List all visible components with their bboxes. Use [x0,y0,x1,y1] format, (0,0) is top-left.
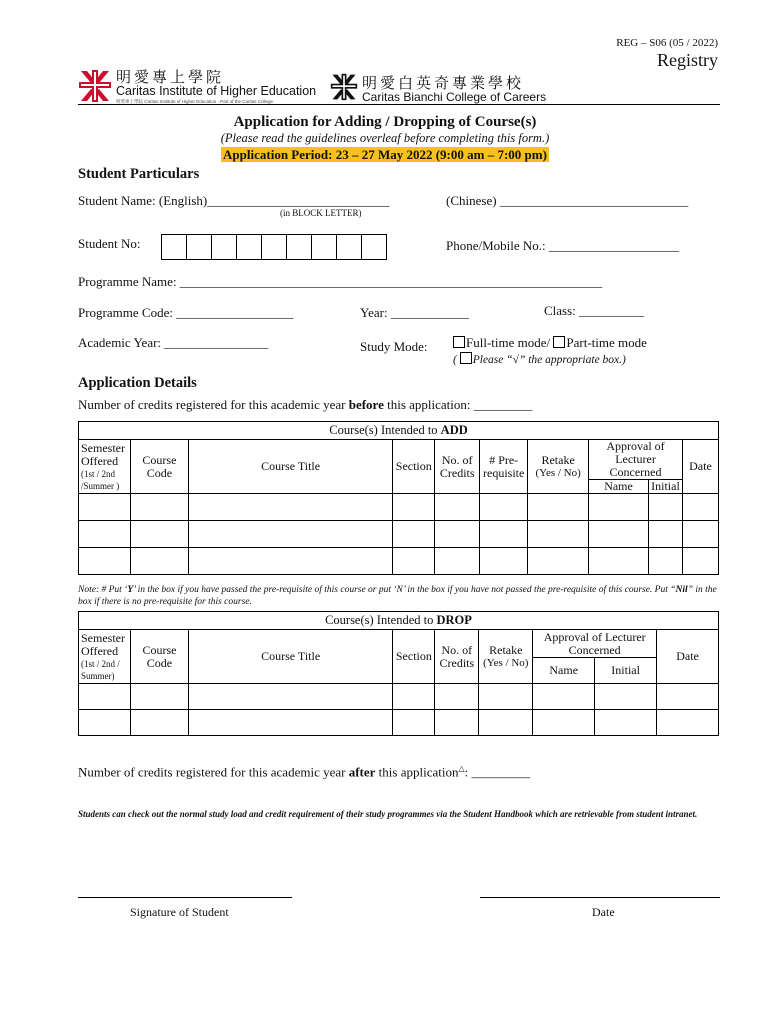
add-course-row [79,521,719,548]
table-cell[interactable] [682,494,718,521]
application-period [0,146,770,164]
table-cell[interactable] [528,548,589,575]
study-load-note: Students can check out the normal study load and credit requirement of their study programmes via the Student Handbook which are retrievable from student intranet. [78,809,698,819]
application-period-text: Application Period: 23 – 27 May 2022 (9:00 am – 7:00 pm) [223,147,547,162]
credits-after-keyword: after [348,764,376,780]
cbcc-english-name: Caritas Bianchi College of Careers [362,90,547,104]
table-cell[interactable] [188,548,392,575]
prerequisite-header: # Pre-requisite [480,440,528,494]
note-text: ’ in the box if you have passed the pre-requisite of this course or put ‘N’ in the box if you have not passed the pre-requisite of this course. Put “ [133,585,676,595]
credits-after-blank: : _________ [464,764,530,780]
add-courses-table [78,421,719,575]
student-name-chinese-field[interactable]: (Chinese) _____________________________ [446,193,689,208]
table-cell[interactable] [393,684,435,710]
table-cell[interactable] [533,710,595,736]
credits-after-field[interactable] [78,764,530,780]
table-cell[interactable] [435,684,479,710]
table-cell[interactable] [648,548,682,575]
table-cell[interactable] [648,494,682,521]
course-title-header: Course Title [188,440,392,494]
table-cell[interactable] [188,684,392,710]
cbcc-logo [330,72,590,108]
caritas-logo-icon [330,72,358,102]
table-cell[interactable] [657,684,719,710]
course-code-header: Course Code [130,440,188,494]
table-cell[interactable] [479,710,533,736]
table-cell[interactable] [589,521,649,548]
table-cell[interactable] [130,684,188,710]
table-cell[interactable] [528,521,589,548]
approval-header: Approval of Lecturer Concerned [533,630,657,658]
table-cell[interactable] [657,710,719,736]
table-cell[interactable] [130,521,188,548]
full-time-checkbox[interactable] [453,336,465,348]
retake-header [479,630,533,684]
semester-header-text: Semester Offered [81,630,125,658]
table-cell[interactable] [480,521,528,548]
triangle-mark: △ [458,764,465,773]
table-cell[interactable] [79,494,131,521]
approval-name-header: Name [533,658,595,684]
table-cell[interactable] [589,548,649,575]
section-header: Section [393,440,435,494]
drop-courses-table [78,611,719,736]
table-cell[interactable] [528,494,589,521]
student-no-digit-box[interactable] [261,234,287,260]
note-text: Note: # Put ‘ [78,585,128,595]
study-mode-instruction [453,352,626,366]
retake-header-sub: (Yes / No) [483,657,529,669]
table-cell[interactable] [595,710,657,736]
drop-course-row [79,710,719,736]
student-signature-line[interactable] [78,897,292,899]
table-cell[interactable] [188,521,392,548]
study-mode-label: Study Mode: [360,339,428,354]
table-cell[interactable] [435,548,480,575]
caption-text: Course(s) Intended to [325,613,437,627]
add-course-row [79,494,719,521]
table-cell[interactable] [393,710,435,736]
study-mode-options [453,335,647,351]
instruction-text: Please “√” the appropriate box.) [472,354,626,366]
office-name: Registry [657,50,718,70]
table-cell[interactable] [79,684,131,710]
date-header: Date [657,630,719,684]
approval-header: Approval of Lecturer Concerned [589,440,683,480]
prerequisite-note [78,584,718,608]
instruction-paren: ( [453,354,460,366]
table-cell[interactable] [393,494,435,521]
semester-header-sub: (1st / 2nd /Summer ) [81,468,120,491]
approval-initial-header: Initial [595,658,657,684]
student-no-digit-box[interactable] [336,234,362,260]
table-cell[interactable] [130,494,188,521]
phone-field[interactable]: Phone/Mobile No.: ____________________ [446,238,679,253]
course-code-header: Course Code [130,630,188,684]
student-no-digit-box[interactable] [236,234,262,260]
table-cell[interactable] [188,494,392,521]
retake-header-sub: (Yes / No) [535,467,581,479]
table-cell[interactable] [648,521,682,548]
programme-name-field[interactable]: Programme Name: _________________________________________________________________ [78,274,603,289]
table-cell[interactable] [435,521,480,548]
semester-header [79,630,131,684]
drop-course-row [79,684,719,710]
student-no-digit-box[interactable] [211,234,237,260]
checkbox-sample-icon [460,352,472,364]
student-no-digit-box[interactable] [186,234,212,260]
caritas-logo-icon [78,68,112,104]
table-cell[interactable] [682,548,718,575]
student-no-digit-box[interactable] [361,234,387,260]
cihe-chinese-name: 明愛專上學院 [116,68,225,86]
credits-before-field[interactable] [78,397,532,413]
section-header: Section [393,630,435,684]
block-letter-note: (in BLOCK LETTER) [280,208,362,218]
table-cell[interactable] [130,548,188,575]
table-cell[interactable] [480,548,528,575]
credits-before-blank: this application: _________ [383,397,533,412]
table-cell[interactable] [79,710,131,736]
credits-header: No. of Credits [435,440,480,494]
academic-year-field[interactable]: Academic Year: ________________ [78,335,269,350]
table-cell[interactable] [595,684,657,710]
form-code: REG – S06 (05 / 2022) [616,37,718,49]
table-cell[interactable] [393,521,435,548]
approval-initial-header: Initial [648,480,682,494]
caption-text: Course(s) Intended to [329,423,441,437]
semester-header [79,440,131,494]
table-cell[interactable] [130,710,188,736]
table-cell[interactable] [480,494,528,521]
part-time-checkbox[interactable] [553,336,565,348]
course-title-header: Course Title [188,630,392,684]
student-no-boxes[interactable] [162,234,387,260]
note-nil: Nil [675,585,688,595]
credits-before-keyword: before [348,397,384,412]
table-cell[interactable] [589,494,649,521]
date-signature-line[interactable] [480,897,720,899]
retake-header [528,440,589,494]
note-text: ” in the box if there is no pre-requisite for this course. [78,585,717,607]
cihe-tagline: 明愛專上學院 Caritas Institute of Higher Education · Part of the Caritas College [116,99,274,104]
table-cell[interactable] [188,710,392,736]
cihe-logo [78,66,318,108]
approval-name-header: Name [589,480,649,494]
student-no-digit-box[interactable] [311,234,337,260]
form-subtitle: (Please read the guidelines overleaf before completing this form.) [220,131,550,145]
semester-header-text: Semester Offered [81,440,125,468]
semester-header-sub: (1st / 2nd / Summer) [81,658,120,681]
retake-header-text: Retake [541,453,575,467]
table-cell[interactable] [79,521,131,548]
class-field[interactable]: Class: __________ [544,303,645,318]
year-field[interactable]: Year: ____________ [360,305,469,320]
part-time-label: Part-time mode [566,335,647,350]
student-no-digit-box[interactable] [161,234,187,260]
date-header: Date [682,440,718,494]
add-table-caption [79,422,719,440]
table-cell[interactable] [435,494,480,521]
drop-table-caption [79,612,719,630]
retake-header-text: Retake [489,643,523,657]
table-cell[interactable] [682,521,718,548]
table-cell[interactable] [533,684,595,710]
student-no-digit-box[interactable] [286,234,312,260]
table-cell[interactable] [79,548,131,575]
student-signature-label: Signature of Student [130,905,229,919]
programme-code-field[interactable]: Programme Code: __________________ [78,305,294,320]
cihe-english-name: Caritas Institute of Higher Education [116,84,317,98]
student-no-label: Student No: [78,236,141,251]
student-name-english-field[interactable]: Student Name: (English)____________________________ [78,193,390,208]
caption-keyword: DROP [436,613,472,627]
credits-after-text: Number of credits registered for this academic year [78,764,349,780]
table-cell[interactable] [479,684,533,710]
add-course-row [79,548,719,575]
date-signature-label: Date [592,905,615,919]
student-particulars-heading: Student Particulars [78,166,200,182]
credits-before-text: Number of credits registered for this academic year [78,397,349,412]
form-title: Application for Adding / Dropping of Course(s) [233,114,537,130]
application-details-heading: Application Details [78,375,197,391]
header-divider [78,104,720,105]
credits-after-text2: this application [375,764,459,780]
full-time-label: Full-time mode/ [466,335,554,350]
note-y: Y [127,585,134,595]
credits-header: No. of Credits [435,630,479,684]
table-cell[interactable] [393,548,435,575]
cbcc-chinese-name: 明愛白英奇專業學校 [362,74,525,92]
table-cell[interactable] [435,710,479,736]
caption-keyword: ADD [440,423,468,437]
